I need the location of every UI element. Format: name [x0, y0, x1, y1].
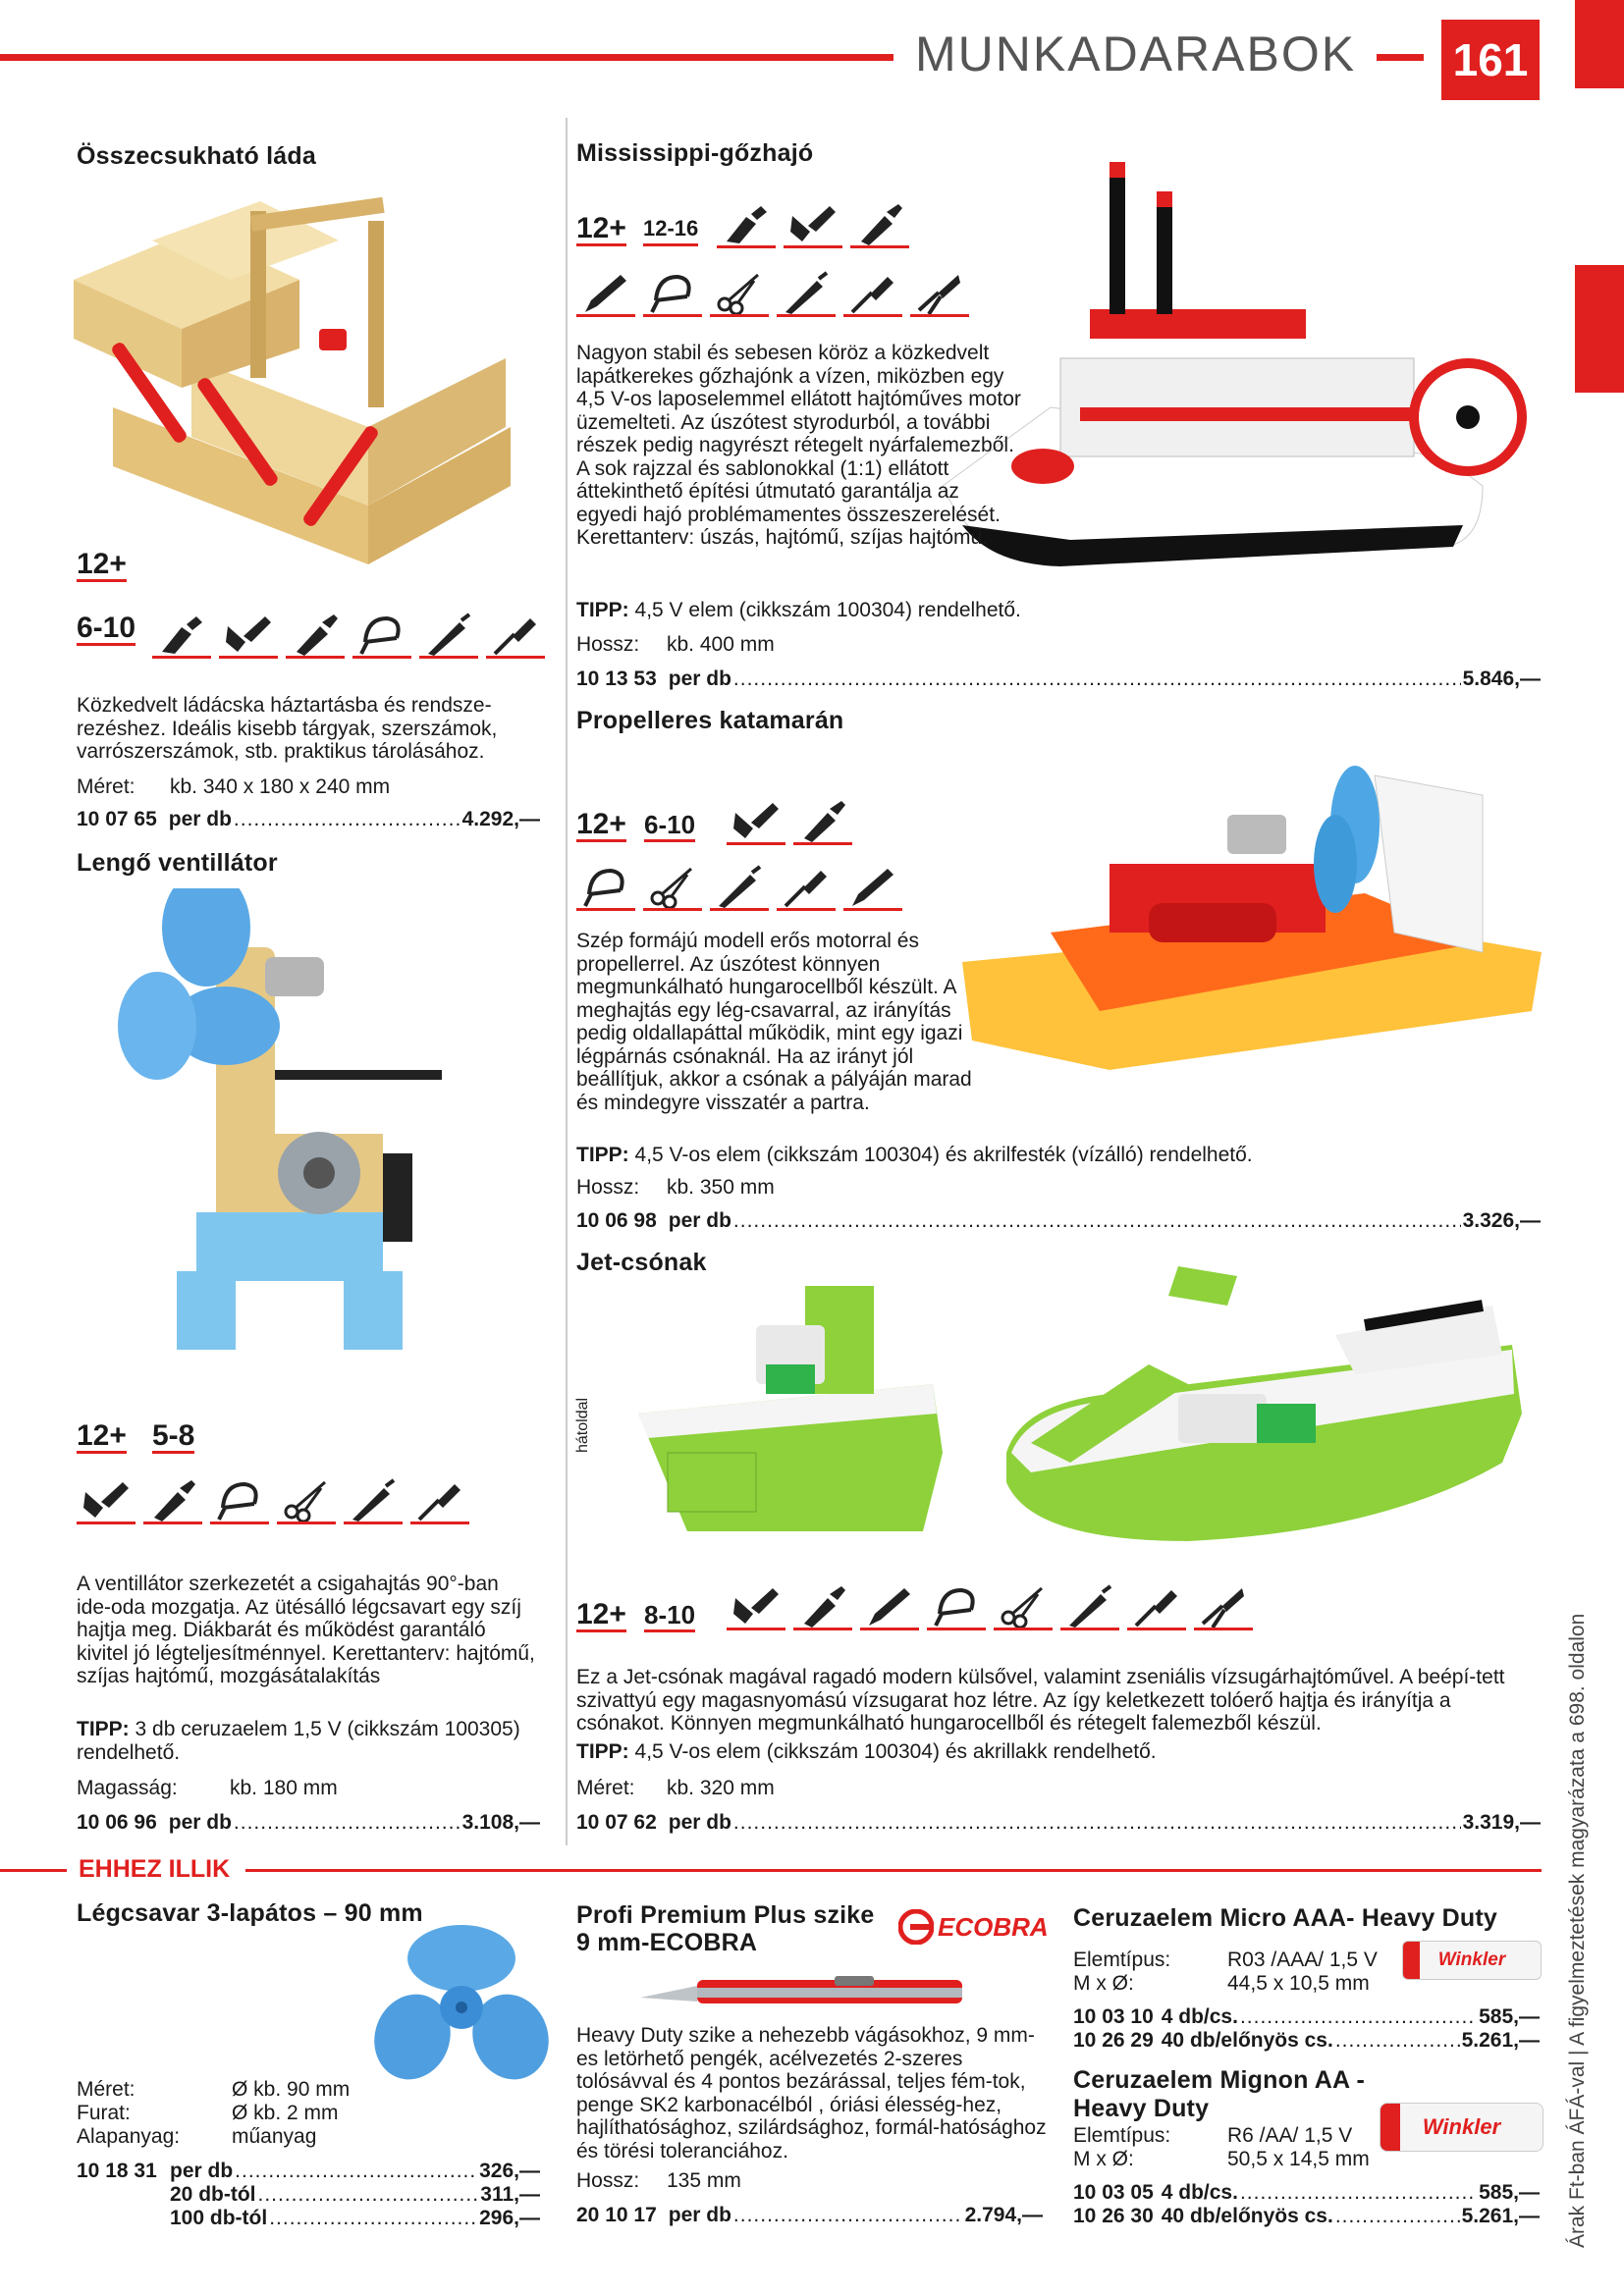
scissors-icon: [710, 265, 769, 317]
spec-row: [77, 2102, 350, 2125]
page-number-tab: [1441, 20, 1540, 100]
coping-saw-icon: [352, 607, 411, 659]
column-divider: [566, 118, 568, 1845]
accessories-rule-left: [0, 1869, 67, 1872]
order-row-lada: [77, 808, 540, 831]
product-image-propeller: [373, 1924, 550, 2081]
order-code: 10 03 10: [1073, 2005, 1154, 2028]
order-row: [1073, 2205, 1540, 2228]
size-value: kb. 400 mm: [667, 633, 775, 656]
leader-dots: [733, 2204, 963, 2227]
tool-icons-katamaran-row2: [576, 859, 902, 911]
coping-saw-icon: [210, 1472, 269, 1524]
tip-label: TIPP:: [576, 599, 629, 621]
ecobra-brand: ECOBRA: [938, 1911, 1049, 1942]
size-row-lada: [77, 775, 390, 799]
file-icon: [344, 1472, 403, 1524]
product-desc-gozhajo: Nagyon stabil és sebesen köröz a közkedvelt lapátkerekes gőzhajónk a vízen, miközben egy 4,5 V-os laposelemmel ellátott hajtóműves motor üzemelteti. Az úszótest styrodurból, a további részek pedig nagyrészt rétegelt nyárfalemezből. A sok rajzzal és sablonokkal (1:1) ellátott áttekinthető építési útmutató garantálja az egyedi hajó problémamentes összeszerelését. Kerettanterv: úszás, hajtómű, szíjas hajtómű.: [576, 342, 1021, 549]
price: 585,—: [1479, 2005, 1540, 2028]
time-text: 12-16: [643, 214, 698, 246]
order-code: 10 26 30: [1073, 2205, 1154, 2227]
paint-tube-icon: [143, 1472, 202, 1524]
order-unit: per db: [668, 1209, 731, 1232]
accessory-title-legcsavar: Légcsavar 3-lapátos – 90 mm: [77, 1899, 423, 1927]
spec-row: [1073, 1972, 1378, 1996]
spec-row: [1073, 2148, 1370, 2171]
tool-icons-gozhajo-row2: [576, 265, 969, 317]
screwdriver-icon: [1127, 1578, 1186, 1630]
price: 585,—: [1479, 2181, 1540, 2204]
sanding-block-icon: [784, 196, 842, 248]
order-row-szike: [576, 2204, 1043, 2227]
size-value: 135 mm: [667, 2169, 741, 2192]
time-icon: [77, 614, 135, 646]
tip-text: 4,5 V-os elem (cikkszám 100304) és akrillakk rendelhető.: [634, 1740, 1157, 1763]
size-label: Méret:: [77, 775, 135, 798]
knife-icon: [860, 1578, 919, 1630]
price: 5.261,—: [1461, 2029, 1540, 2052]
spec-key: Furat:: [77, 2102, 131, 2124]
order-code: 10 06 98: [576, 1209, 657, 1232]
time-icon: [152, 1421, 194, 1454]
size-value: kb. 320 mm: [667, 1777, 775, 1799]
order-row: [1073, 2029, 1540, 2053]
winkler-battery-aaa: [1402, 1941, 1542, 1980]
specs-mignon: [1073, 2124, 1370, 2171]
size-label: Magasság:: [77, 1777, 178, 1799]
spec-row: [77, 2078, 350, 2102]
size-label: Méret:: [576, 1777, 635, 1799]
order-code: 10 06 96: [77, 1811, 157, 1834]
page-number: 161: [1452, 34, 1529, 85]
specs-legcsavar: [77, 2078, 350, 2149]
order-code: 10 07 62: [576, 1811, 657, 1834]
size-label: Hossz:: [576, 633, 640, 656]
size-row-gozhajo: [576, 633, 775, 657]
order-row: [77, 2183, 540, 2207]
screwdriver-icon: [843, 265, 902, 317]
price: 4.292,—: [461, 808, 540, 830]
tool-icons-jetcsonak: [727, 1578, 1253, 1630]
time-icon: [643, 214, 698, 246]
order-row: [77, 2207, 540, 2230]
tip-ventilator: [77, 1718, 538, 1764]
order-code-spacer: [77, 2207, 170, 2230]
age-text: 12+: [576, 212, 626, 244]
price: 3.108,—: [461, 1811, 540, 1834]
screwdriver-icon: [486, 607, 545, 659]
spec-value: R03 /AAA/ 1,5 V: [1227, 1949, 1378, 1971]
tip-text: 4,5 V-os elem (cikkszám 100304) és akrilfesték (vízálló) rendelhető.: [634, 1144, 1253, 1166]
product-title-lada: Összecsukható láda: [77, 142, 316, 170]
sidebar-note: Árak Ft-ban ÁFÁ-val | A figyelmeztetések magyarázata a 698. oldalon: [1566, 1613, 1589, 2248]
sanding-block-icon: [77, 1472, 135, 1524]
spec-row: [1073, 1949, 1378, 1972]
product-title-katamaran: Propelleres katamarán: [576, 707, 844, 734]
file-icon: [1060, 1578, 1119, 1630]
file-icon: [777, 265, 836, 317]
leader-dots: [733, 1811, 1461, 1835]
file-icon: [710, 859, 769, 911]
order-row-katamaran: [576, 1209, 1541, 1233]
sanding-block-icon: [727, 793, 785, 845]
tool-icons-gozhajo-row1: [717, 196, 909, 248]
age-text: 12+: [77, 1419, 127, 1452]
price: 2.794,—: [964, 2204, 1043, 2226]
paint-tube-icon: [793, 793, 852, 845]
tip-label: TIPP:: [576, 1740, 629, 1763]
size-row-ventilator: [77, 1777, 338, 1800]
age-text: 12+: [576, 808, 626, 840]
age-icon: [576, 810, 626, 842]
size-label: Hossz:: [576, 2169, 640, 2192]
product-image-jet-front: [992, 1256, 1542, 1551]
size-label: Hossz:: [576, 1176, 640, 1199]
order-code: 10 26 29: [1073, 2029, 1154, 2052]
price: 3.326,—: [1462, 1209, 1541, 1232]
order-code: 10 03 05: [1073, 2181, 1154, 2204]
spec-value: Ø kb. 2 mm: [232, 2102, 339, 2124]
coping-saw-icon: [643, 265, 702, 317]
knife-icon: [576, 265, 635, 317]
paint-tube-icon: [850, 196, 909, 248]
spec-key: M x Ø:: [1073, 1972, 1134, 1995]
tool-icons-katamaran-row1: [727, 793, 852, 845]
product-desc-ventilator: A ventillátor szerkezetét a csigahajtás 90°-ban ide-oda mozgatja. Az ütésálló légcsavart egy szíj hajtja meg. Diákbarát és működést garantáló kivitel jó légteljesítménnyel. Kerettanterv: hajtómű, szíjas hajtómű, mozgásátalakítás: [77, 1573, 535, 1687]
order-row: [77, 2160, 540, 2183]
order-unit: 100 db-tól: [170, 2207, 268, 2229]
age-text: 12+: [77, 548, 127, 580]
product-desc-jetcsonak: Ez a Jet-csónak magával ragadó modern külsővel, valamint zseniális vízsugárhajtóművel. A beépí-tett szivattyú egy magasnyomású vízsugarat hoz létre. Az így keletkezett tolóerő hajtja és irányítja a csónakot. Könnyen megmunkálható hungarocellből és rétegelt falemezből készül.: [576, 1666, 1505, 1735]
order-code: 10 07 65: [77, 808, 157, 830]
paint-tube-icon: [286, 607, 345, 659]
product-desc-katamaran: Szép formájú modell erős motorral és propellerrel. Az úszótest könnyen megmunkálható hungarocellből készült. A meghajtás egy lég-csavarral, az irányítás pedig oldallapáttal működik, mint egy igazi légpárnás csónaknál. Ha az irányt jól beállítjuk, akkor a csónak a pályáján marad és mindegyre visszatér a partra.: [576, 930, 972, 1114]
time-text: 8-10: [644, 1600, 695, 1632]
time-text: 6-10: [77, 612, 136, 644]
order-unit: 40 db/előnyös cs.: [1161, 2205, 1333, 2227]
price: 311,—: [480, 2183, 540, 2206]
order-unit: per db: [170, 2160, 234, 2182]
title-line-1: Ceruzaelem Mignon AA -: [1073, 2066, 1366, 2094]
tip-jetcsonak: [576, 1740, 1509, 1764]
spec-value: műanyag: [232, 2125, 317, 2148]
time-text: 6-10: [644, 810, 695, 842]
ecobra-logo: [898, 1909, 1049, 1945]
price: 5.261,—: [1461, 2205, 1540, 2227]
product-image-ventilator: [118, 888, 511, 1360]
tip-label: TIPP:: [576, 1144, 629, 1166]
spec-key: Elemtípus:: [1073, 1949, 1171, 1971]
sanding-block-icon: [727, 1578, 785, 1630]
paint-tube-icon: [793, 1578, 852, 1630]
tip-katamaran: [576, 1144, 1509, 1167]
leader-dots: [234, 808, 460, 831]
order-unit: 4 db/cs.: [1161, 2005, 1238, 2028]
screwdriver-icon: [410, 1472, 469, 1524]
winkler-brand: Winkler: [1437, 1949, 1506, 1970]
winkler-battery-aa: [1380, 2103, 1543, 2152]
order-row: [1073, 2005, 1540, 2029]
order-row-gozhajo: [576, 667, 1541, 691]
ecobra-emblem-icon: [898, 1909, 934, 1945]
back-label: hátoldal: [574, 1397, 591, 1453]
order-table-mignon: [1073, 2181, 1540, 2228]
leader-dots: [1335, 2205, 1460, 2228]
scissors-icon: [643, 859, 702, 911]
tool-icons-lada: [152, 607, 545, 659]
order-unit: 4 db/cs.: [1161, 2181, 1238, 2204]
size-value: kb. 340 x 180 x 240 mm: [170, 775, 391, 798]
specs-micro: [1073, 1949, 1378, 1996]
accessory-title-micro: Ceruzaelem Micro AAA- Heavy Duty: [1073, 1904, 1497, 1932]
spec-key: Alapanyag:: [77, 2125, 181, 2148]
price: 296,—: [479, 2207, 540, 2229]
pliers-icon: [1194, 1578, 1253, 1630]
leader-dots: [1335, 2029, 1460, 2053]
tip-gozhajo: [576, 599, 1460, 622]
title-line-1: Profi Premium Plus szike: [576, 1901, 875, 1929]
order-unit: 40 db/előnyös cs.: [1161, 2029, 1333, 2052]
spec-value: 50,5 x 14,5 mm: [1227, 2148, 1370, 2170]
side-tab-marker: [1575, 265, 1624, 393]
product-image-gozhajo: [933, 162, 1561, 584]
leader-dots: [1240, 2181, 1477, 2205]
spec-value: Ø kb. 90 mm: [232, 2078, 351, 2101]
leader-dots: [733, 1209, 1461, 1233]
spec-row: [77, 2125, 350, 2149]
tip-text: 3 db ceruzaelem 1,5 V (cikkszám 100305) rendelhető.: [77, 1718, 520, 1764]
product-image-jet-back: [628, 1266, 962, 1551]
order-code: 20 10 17: [576, 2204, 657, 2226]
header-rule-mid: [1377, 54, 1424, 61]
order-code: 10 18 31: [77, 2160, 157, 2182]
screwdriver-icon: [777, 859, 836, 911]
age-text: 12+: [576, 1598, 626, 1630]
order-code: 10 13 53: [576, 667, 657, 690]
product-image-knife: [638, 1968, 972, 2017]
accessory-title-szike: [576, 1901, 875, 1956]
order-unit: per db: [668, 2204, 731, 2226]
coping-saw-icon: [576, 859, 635, 911]
order-table-micro: [1073, 2005, 1540, 2053]
size-row-katamaran: [576, 1176, 775, 1200]
header-rule-left: [0, 54, 893, 61]
knife-icon: [843, 859, 902, 911]
age-icon: [576, 214, 626, 246]
size-value: kb. 350 mm: [667, 1176, 775, 1199]
order-row-jetcsonak: [576, 1811, 1541, 1835]
leader-dots: [258, 2183, 479, 2207]
order-unit: per db: [168, 808, 232, 830]
section-title: MUNKADARABOK: [915, 27, 1357, 81]
age-icon: [77, 1421, 127, 1454]
spec-row: [1073, 2124, 1370, 2148]
product-title-ventilator: Lengő ventillátor: [77, 849, 278, 877]
size-row-szike: [576, 2169, 741, 2193]
order-unit: per db: [668, 667, 731, 690]
spec-key: M x Ø:: [1073, 2148, 1134, 2170]
accessories-rule-right: [245, 1869, 1542, 1872]
order-unit: 20 db-tól: [170, 2183, 256, 2206]
price: 326,—: [479, 2160, 540, 2182]
winkler-brand: Winkler: [1422, 2114, 1501, 2139]
scissors-icon: [277, 1472, 336, 1524]
order-unit: per db: [668, 1811, 731, 1834]
sanding-block-icon: [219, 607, 278, 659]
title-line-2: 9 mm-ECOBRA: [576, 1929, 758, 1956]
size-row-jetcsonak: [576, 1777, 775, 1800]
size-value: kb. 180 mm: [230, 1777, 338, 1799]
leader-dots: [234, 1811, 460, 1835]
tip-text: 4,5 V elem (cikkszám 100304) rendelhető.: [634, 599, 1021, 621]
order-row: [1073, 2181, 1540, 2205]
tool-icons-ventilator: [77, 1472, 469, 1524]
price: 3.319,—: [1462, 1811, 1541, 1834]
time-text: 5-8: [152, 1419, 195, 1452]
age-icon: [77, 550, 127, 582]
glue-icon: [152, 607, 211, 659]
spec-value: R6 /AA/ 1,5 V: [1227, 2124, 1353, 2147]
leader-dots: [235, 2160, 477, 2183]
file-icon: [419, 607, 478, 659]
spec-value: 44,5 x 10,5 mm: [1227, 1972, 1370, 1995]
order-table-legcsavar: [77, 2160, 540, 2230]
accessory-title-mignon: [1073, 2066, 1365, 2123]
coping-saw-icon: [927, 1578, 986, 1630]
product-desc-szike: Heavy Duty szike a nehezebb vágásokhoz, 9 mm-es letörhető pengék, acélvezetés 2-szeres tolósávval és 4 pontos bezárással, teljes fém-tok, penge SK2 karbonacélból , óriási élesség-hez, hajlíthatósághoz, szilárdsághoz, formál-hatósághoz és törési toleranciához.: [576, 2024, 1047, 2163]
order-unit: per db: [168, 1811, 232, 1834]
age-icon: [576, 1600, 626, 1632]
accessories-heading: EHHEZ ILLIK: [79, 1855, 231, 1883]
product-image-katamaran: [933, 756, 1551, 1080]
side-tab-top: [1575, 0, 1624, 88]
spec-key: Elemtípus:: [1073, 2124, 1171, 2147]
spec-key: Méret:: [77, 2078, 135, 2101]
order-row-ventilator: [77, 1811, 540, 1835]
product-desc-lada: Közkedvelt ládácska háztartásba és rendsze-rezéshez. Ideális kisebb tárgyak, szerszámok, varrószerszámok, stb. praktikus tárolásához.: [77, 694, 498, 763]
leader-dots: [1240, 2005, 1477, 2029]
time-icon: [644, 810, 695, 842]
product-image-lada: [74, 191, 535, 574]
glue-icon: [717, 196, 776, 248]
product-title-gozhajo: Mississippi-gőzhajó: [576, 139, 814, 167]
time-icon: [644, 1600, 695, 1632]
product-title-jetcsonak: Jet-csónak: [576, 1249, 707, 1276]
tip-label: TIPP:: [77, 1718, 130, 1740]
order-code-spacer: [77, 2183, 170, 2207]
scissors-icon: [994, 1578, 1053, 1630]
leader-dots: [733, 667, 1461, 691]
price: 5.846,—: [1462, 667, 1541, 690]
title-line-2: Heavy Duty: [1073, 2095, 1210, 2122]
leader-dots: [269, 2207, 477, 2230]
